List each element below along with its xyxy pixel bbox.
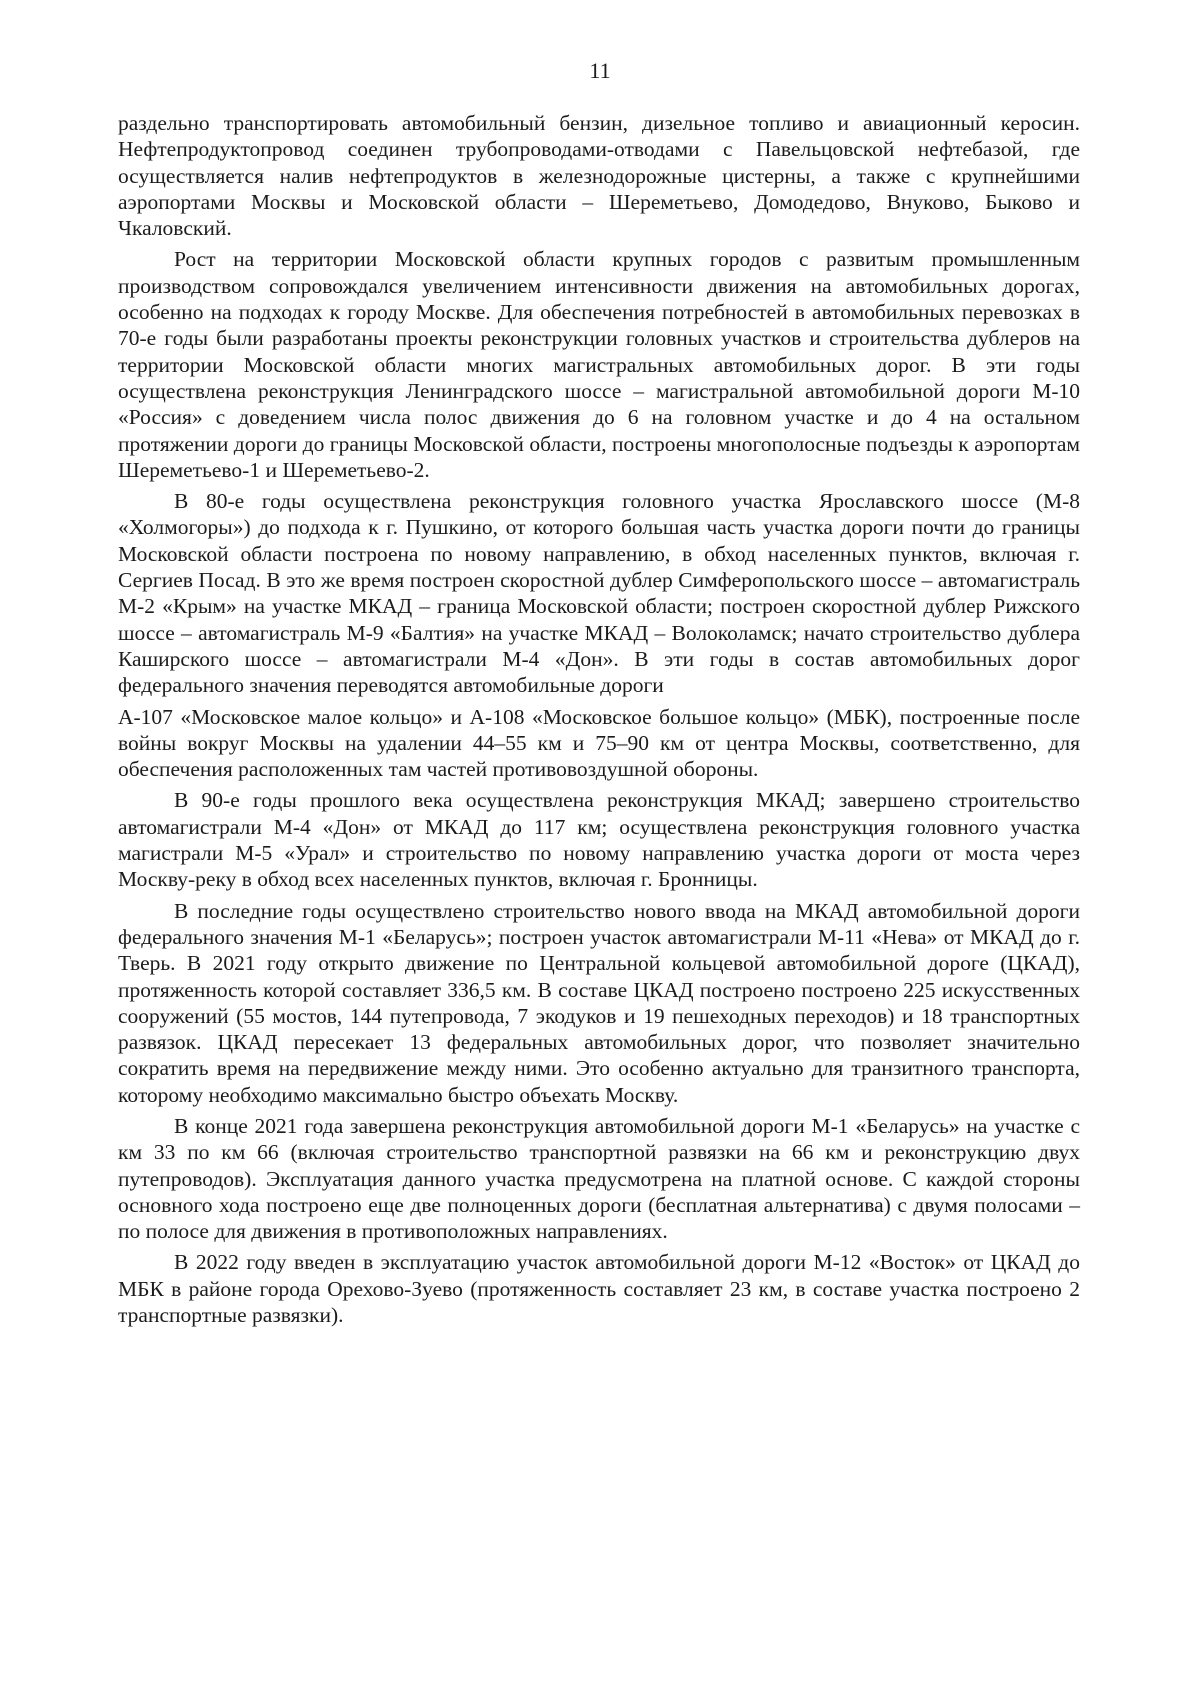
paragraph-2: Рост на территории Московской области крупных городов с развитым промышленным производством сопровождался увеличением интенсивности движения на автомобильных дорогах, особенно на подходах к городу Москве. Для обеспечения потребностей в автомобильных перевозках в 70-е годы были разработаны проекты реконструкции головных участков и строительства дублеров на территории Московской области многих магистральных автомобильных дорог. В эти годы осуществлена реконструкция Ленинградского шоссе – магистральной автомобильной дороги М-10 «Россия» с доведением числа полос движения до 6 на головном участке и до 4 на остальном протяжении дороги до границы Московской области, построены многополосные подъезды к аэропортам Шереметьево-1 и Шереметьево-2. xyxy=(118,247,1080,482)
paragraph-3: В 80-е годы осуществлена реконструкция головного участка Ярославского шоссе (М-8 «Холмогоры») до подхода к г. Пушкино, от которого большая часть участка дороги почти до границы Московской области построена по новому направлению, в обход населенных пунктов, включая г. Сергиев Посад. В это же время построен скоростной дублер Симферопольского шоссе – автомагистраль М-2 «Крым» на участке МКАД – граница Московской области; построен скоростной дублер Рижского шоссе – автомагистраль М-9 «Балтия» на участке МКАД – Волоколамск; начато строительство дублера Каширского шоссе – автомагистрали М-4 «Дон». В эти годы в состав автомобильных дорог федерального значения переводятся автомобильные дороги xyxy=(118,489,1080,698)
paragraph-6: В последние годы осуществлено строительство нового ввода на МКАД автомобильной дороги федерального значения М-1 «Беларусь»; построен участок автомагистрали М-11 «Нева» от МКАД до г. Тверь. В 2021 году открыто движение по Центральной кольцевой автомобильной дороге (ЦКАД), протяженность которой составляет 336,5 км. В составе ЦКАД построено построено 225 искусственных сооружений (55 мостов, 144 путепровода, 7 экодуков и 19 пешеходных переходов) и 18 транспортных развязок. ЦКАД пересекает 13 федеральных автомобильных дорог, что позволяет значительно сократить время на передвижение между ними. Это особенно актуально для транзитного транспорта, которому необходимо максимально быстро объехать Москву. xyxy=(118,898,1080,1107)
paragraph-7: В конце 2021 года завершена реконструкция автомобильной дороги М-1 «Беларусь» на участке с км 33 по км 66 (включая строительство транспортной развязки на 66 км и реконструкцию двух путепроводов). Эксплуатация данного участка предусмотрена на платной основе. С каждой стороны основного хода построено еще две полноценных дороги (бесплатная альтернатива) с двумя полосами – по полосе для движения в противоположных направлениях. xyxy=(118,1113,1080,1244)
paragraph-4: А-107 «Московское малое кольцо» и А-108 «Московское большое кольцо» (МБК), построенные после войны вокруг Москвы на удалении 44–55 км и 75–90 км от центра Москвы, соответственно, для обеспечения расположенных там частей противовоздушной обороны. xyxy=(118,704,1080,782)
paragraph-1: раздельно транспортировать автомобильный бензин, дизельное топливо и авиационный керосин. Нефтепродуктопровод соединен трубопроводами-отводами с Павельцовской нефтебазой, где осуществляется налив нефтепродуктов в железнодорожные цистерны, а также с крупнейшими аэропортами Москвы и Московской области – Шереметьево, Домодедово, Внуково, Быково и Чкаловский. xyxy=(118,111,1080,241)
body-text xyxy=(118,110,1080,1328)
paragraph-5: В 90-е годы прошлого века осуществлена реконструкция МКАД; завершено строительство автомагистрали М-4 «Дон» от МКАД до 117 км; осуществлена реконструкция головного участка магистрали М-5 «Урал» и строительство по новому направлению участка дороги от моста через Москву-реку в обход всех населенных пунктов, включая г. Бронницы. xyxy=(118,788,1080,892)
page-number: 11 xyxy=(589,58,611,83)
paragraph-8: В 2022 году введен в эксплуатацию участок автомобильной дороги М-12 «Восток» от ЦКАД до МБК в районе города Орехово-Зуево (протяженность составляет 23 км, в составе участка построено 2 транспортные развязки). xyxy=(118,1250,1080,1328)
